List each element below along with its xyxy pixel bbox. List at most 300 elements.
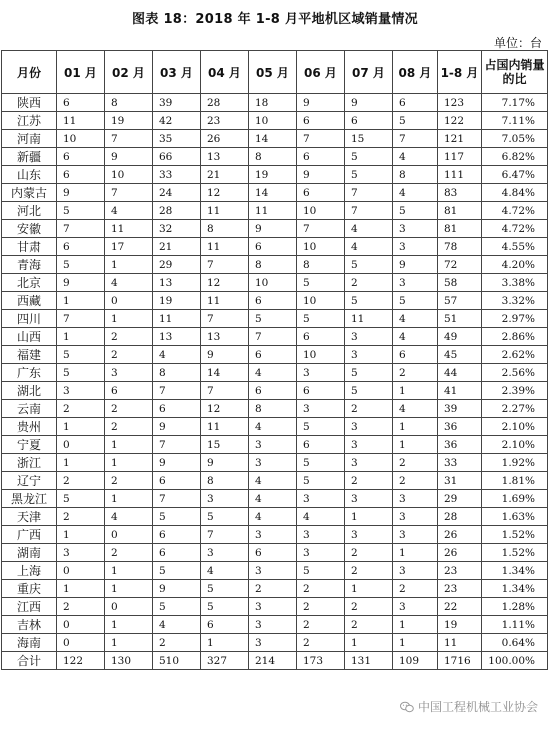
- value-cell: 33: [438, 454, 482, 472]
- value-cell: 8: [153, 364, 201, 382]
- value-cell: 3: [345, 328, 393, 346]
- value-cell: 5: [57, 346, 105, 364]
- value-cell: 3: [345, 346, 393, 364]
- value-cell: 51: [438, 310, 482, 328]
- value-cell: 35: [153, 130, 201, 148]
- table-row: [2, 238, 548, 256]
- unit-label: 单位：台: [493, 36, 542, 50]
- value-cell: 45: [438, 346, 482, 364]
- value-cell: 2: [345, 598, 393, 616]
- value-cell: 33: [153, 166, 201, 184]
- share-cell: 1.69%: [482, 490, 548, 508]
- value-cell: 11: [201, 238, 249, 256]
- header-05: 05 月: [249, 51, 297, 94]
- value-cell: 29: [438, 490, 482, 508]
- value-cell: 0: [57, 436, 105, 454]
- value-cell: 3: [345, 454, 393, 472]
- value-cell: 10: [249, 112, 297, 130]
- value-cell: 4: [297, 508, 345, 526]
- value-cell: 2: [57, 472, 105, 490]
- value-cell: 8: [249, 148, 297, 166]
- value-cell: 2: [345, 274, 393, 292]
- value-cell: 81: [438, 220, 482, 238]
- value-cell: 5: [393, 202, 438, 220]
- value-cell: 1: [105, 562, 153, 580]
- value-cell: 4: [249, 490, 297, 508]
- region-cell: 江苏: [2, 112, 57, 130]
- value-cell: 2: [345, 616, 393, 634]
- value-cell: 1: [57, 580, 105, 598]
- value-cell: 5: [57, 202, 105, 220]
- value-cell: 19: [249, 166, 297, 184]
- region-cell: 陕西: [2, 94, 57, 112]
- value-cell: 6: [57, 94, 105, 112]
- value-cell: 2: [297, 634, 345, 652]
- value-cell: 7: [105, 184, 153, 202]
- value-cell: 2: [249, 580, 297, 598]
- value-cell: 13: [201, 328, 249, 346]
- value-cell: 3: [249, 526, 297, 544]
- share-cell: 100.00%: [482, 652, 548, 670]
- region-cell: 河北: [2, 202, 57, 220]
- value-cell: 9: [57, 274, 105, 292]
- value-cell: 81: [438, 202, 482, 220]
- value-cell: 10: [297, 202, 345, 220]
- value-cell: 26: [438, 526, 482, 544]
- share-cell: 4.20%: [482, 256, 548, 274]
- value-cell: 7: [201, 256, 249, 274]
- share-cell: 4.55%: [482, 238, 548, 256]
- share-cell: 1.28%: [482, 598, 548, 616]
- share-cell: 7.17%: [482, 94, 548, 112]
- value-cell: 3: [57, 382, 105, 400]
- value-cell: 3: [393, 238, 438, 256]
- value-cell: 2: [105, 418, 153, 436]
- share-cell: 1.52%: [482, 526, 548, 544]
- value-cell: 11: [105, 220, 153, 238]
- value-cell: 72: [438, 256, 482, 274]
- value-cell: 2: [105, 346, 153, 364]
- value-cell: 11: [438, 634, 482, 652]
- value-cell: 5: [153, 562, 201, 580]
- value-cell: 1: [105, 256, 153, 274]
- value-cell: 5: [345, 292, 393, 310]
- value-cell: 7: [153, 436, 201, 454]
- table-row: [2, 202, 548, 220]
- table-row: [2, 436, 548, 454]
- value-cell: 1: [105, 490, 153, 508]
- header-08: 08 月: [393, 51, 438, 94]
- value-cell: 2: [297, 598, 345, 616]
- value-cell: 4: [393, 148, 438, 166]
- value-cell: 36: [438, 418, 482, 436]
- region-cell: 湖北: [2, 382, 57, 400]
- value-cell: 1: [57, 328, 105, 346]
- region-cell: 黑龙江: [2, 490, 57, 508]
- value-cell: 2: [393, 454, 438, 472]
- value-cell: 7: [393, 130, 438, 148]
- value-cell: 6: [297, 112, 345, 130]
- share-cell: 1.52%: [482, 544, 548, 562]
- value-cell: 5: [297, 562, 345, 580]
- value-cell: 122: [438, 112, 482, 130]
- value-cell: 3: [393, 562, 438, 580]
- value-cell: 1: [105, 436, 153, 454]
- region-cell: 云南: [2, 400, 57, 418]
- value-cell: 9: [57, 184, 105, 202]
- value-cell: 13: [153, 274, 201, 292]
- region-cell: 广西: [2, 526, 57, 544]
- value-cell: 1: [393, 382, 438, 400]
- value-cell: 4: [393, 310, 438, 328]
- value-cell: 11: [201, 292, 249, 310]
- total-row: [2, 652, 548, 670]
- value-cell: 1716: [438, 652, 482, 670]
- share-cell: 3.38%: [482, 274, 548, 292]
- table-row: [2, 418, 548, 436]
- value-cell: 9: [393, 256, 438, 274]
- value-cell: 17: [105, 238, 153, 256]
- value-cell: 4: [249, 418, 297, 436]
- value-cell: 1: [105, 634, 153, 652]
- value-cell: 510: [153, 652, 201, 670]
- value-cell: 6: [153, 400, 201, 418]
- share-cell: 2.39%: [482, 382, 548, 400]
- value-cell: 9: [345, 94, 393, 112]
- value-cell: 44: [438, 364, 482, 382]
- region-cell: 江西: [2, 598, 57, 616]
- region-cell: 北京: [2, 274, 57, 292]
- value-cell: 6: [249, 382, 297, 400]
- share-cell: 2.10%: [482, 436, 548, 454]
- value-cell: 8: [105, 94, 153, 112]
- region-cell: 四川: [2, 310, 57, 328]
- share-cell: 4.84%: [482, 184, 548, 202]
- table-row: [2, 508, 548, 526]
- value-cell: 4: [153, 616, 201, 634]
- value-cell: 130: [105, 652, 153, 670]
- value-cell: 4: [105, 508, 153, 526]
- value-cell: 1: [393, 544, 438, 562]
- header-total: 1-8 月: [438, 51, 482, 94]
- value-cell: 6: [249, 238, 297, 256]
- share-cell: 2.62%: [482, 346, 548, 364]
- value-cell: 9: [105, 148, 153, 166]
- value-cell: 13: [201, 148, 249, 166]
- value-cell: 1: [345, 508, 393, 526]
- value-cell: 7: [297, 130, 345, 148]
- value-cell: 11: [249, 202, 297, 220]
- value-cell: 1: [393, 634, 438, 652]
- value-cell: 11: [201, 418, 249, 436]
- share-cell: 7.05%: [482, 130, 548, 148]
- value-cell: 7: [345, 202, 393, 220]
- table-row: [2, 94, 548, 112]
- value-cell: 3: [249, 454, 297, 472]
- value-cell: 3: [249, 634, 297, 652]
- value-cell: 39: [153, 94, 201, 112]
- value-cell: 173: [297, 652, 345, 670]
- value-cell: 3: [57, 544, 105, 562]
- value-cell: 2: [105, 544, 153, 562]
- value-cell: 22: [438, 598, 482, 616]
- share-cell: 1.34%: [482, 580, 548, 598]
- value-cell: 1: [57, 292, 105, 310]
- value-cell: 7: [345, 184, 393, 202]
- value-cell: 6: [201, 616, 249, 634]
- value-cell: 28: [201, 94, 249, 112]
- share-cell: 1.81%: [482, 472, 548, 490]
- value-cell: 6: [297, 328, 345, 346]
- region-cell: 合计: [2, 652, 57, 670]
- value-cell: 2: [345, 544, 393, 562]
- header-06: 06 月: [297, 51, 345, 94]
- share-cell: 2.10%: [482, 418, 548, 436]
- table-row: [2, 580, 548, 598]
- value-cell: 5: [57, 256, 105, 274]
- value-cell: 3: [105, 364, 153, 382]
- header-04: 04 月: [201, 51, 249, 94]
- value-cell: 5: [297, 454, 345, 472]
- value-cell: 3: [297, 364, 345, 382]
- value-cell: 4: [249, 508, 297, 526]
- share-cell: 2.86%: [482, 328, 548, 346]
- value-cell: 3: [393, 220, 438, 238]
- share-cell: 2.27%: [482, 400, 548, 418]
- header-07: 07 月: [345, 51, 393, 94]
- value-cell: 5: [297, 472, 345, 490]
- table-row: [2, 544, 548, 562]
- table-row: [2, 454, 548, 472]
- region-cell: 西藏: [2, 292, 57, 310]
- value-cell: 3: [345, 418, 393, 436]
- table-row: [2, 634, 548, 652]
- region-cell: 甘肃: [2, 238, 57, 256]
- region-cell: 山西: [2, 328, 57, 346]
- value-cell: 2: [105, 400, 153, 418]
- table-title: 图表 18：2018 年 1-8 月平地机区域销量情况: [132, 12, 418, 27]
- value-cell: 1: [201, 634, 249, 652]
- table-row: [2, 598, 548, 616]
- value-cell: 23: [438, 580, 482, 598]
- value-cell: 2: [393, 472, 438, 490]
- value-cell: 7: [201, 526, 249, 544]
- value-cell: 6: [57, 238, 105, 256]
- value-cell: 6: [297, 382, 345, 400]
- region-cell: 山东: [2, 166, 57, 184]
- region-cell: 浙江: [2, 454, 57, 472]
- value-cell: 5: [57, 364, 105, 382]
- table-row: [2, 526, 548, 544]
- value-cell: 6: [297, 436, 345, 454]
- value-cell: 3: [201, 544, 249, 562]
- value-cell: 78: [438, 238, 482, 256]
- value-cell: 8: [393, 166, 438, 184]
- value-cell: 6: [249, 292, 297, 310]
- header-03: 03 月: [153, 51, 201, 94]
- region-cell: 福建: [2, 346, 57, 364]
- value-cell: 7: [297, 220, 345, 238]
- value-cell: 111: [438, 166, 482, 184]
- value-cell: 5: [393, 112, 438, 130]
- value-cell: 121: [438, 130, 482, 148]
- value-cell: 6: [297, 184, 345, 202]
- value-cell: 109: [393, 652, 438, 670]
- region-cell: 内蒙古: [2, 184, 57, 202]
- header-share: 占国内销量的比: [482, 51, 548, 94]
- value-cell: 8: [201, 220, 249, 238]
- value-cell: 10: [297, 292, 345, 310]
- header-row: [2, 51, 548, 94]
- value-cell: 6: [249, 346, 297, 364]
- value-cell: 1: [105, 454, 153, 472]
- value-cell: 1: [105, 310, 153, 328]
- region-cell: 广东: [2, 364, 57, 382]
- value-cell: 10: [105, 166, 153, 184]
- value-cell: 14: [249, 184, 297, 202]
- table-row: [2, 382, 548, 400]
- value-cell: 9: [201, 454, 249, 472]
- value-cell: 9: [297, 94, 345, 112]
- value-cell: 0: [105, 526, 153, 544]
- value-cell: 10: [297, 238, 345, 256]
- share-cell: 7.11%: [482, 112, 548, 130]
- table-row: [2, 346, 548, 364]
- value-cell: 2: [345, 472, 393, 490]
- value-cell: 117: [438, 148, 482, 166]
- value-cell: 42: [153, 112, 201, 130]
- share-cell: 1.92%: [482, 454, 548, 472]
- value-cell: 9: [153, 454, 201, 472]
- value-cell: 0: [57, 616, 105, 634]
- table-row: [2, 472, 548, 490]
- table-row: [2, 112, 548, 130]
- region-cell: 湖南: [2, 544, 57, 562]
- value-cell: 3: [249, 436, 297, 454]
- value-cell: 5: [201, 580, 249, 598]
- value-cell: 3: [393, 526, 438, 544]
- header-month: 月份: [2, 51, 57, 94]
- value-cell: 26: [438, 544, 482, 562]
- value-cell: 3: [249, 598, 297, 616]
- value-cell: 5: [345, 148, 393, 166]
- value-cell: 9: [153, 418, 201, 436]
- value-cell: 36: [438, 436, 482, 454]
- value-cell: 2: [57, 400, 105, 418]
- value-cell: 39: [438, 400, 482, 418]
- region-cell: 新疆: [2, 148, 57, 166]
- value-cell: 0: [57, 562, 105, 580]
- value-cell: 3: [297, 544, 345, 562]
- value-cell: 3: [393, 490, 438, 508]
- value-cell: 2: [297, 580, 345, 598]
- region-cell: 辽宁: [2, 472, 57, 490]
- value-cell: 3: [297, 400, 345, 418]
- value-cell: 6: [393, 346, 438, 364]
- value-cell: 7: [57, 310, 105, 328]
- value-cell: 7: [105, 130, 153, 148]
- share-cell: 0.64%: [482, 634, 548, 652]
- value-cell: 23: [201, 112, 249, 130]
- value-cell: 7: [153, 490, 201, 508]
- value-cell: 2: [57, 598, 105, 616]
- region-cell: 安徽: [2, 220, 57, 238]
- value-cell: 5: [201, 508, 249, 526]
- value-cell: 10: [249, 274, 297, 292]
- value-cell: 6: [57, 166, 105, 184]
- value-cell: 6: [297, 148, 345, 166]
- value-cell: 4: [153, 346, 201, 364]
- table-row: [2, 310, 548, 328]
- value-cell: 9: [201, 346, 249, 364]
- value-cell: 0: [105, 598, 153, 616]
- value-cell: 6: [153, 526, 201, 544]
- value-cell: 8: [201, 472, 249, 490]
- value-cell: 9: [249, 220, 297, 238]
- value-cell: 19: [438, 616, 482, 634]
- value-cell: 3: [249, 616, 297, 634]
- share-cell: 4.72%: [482, 220, 548, 238]
- region-cell: 吉林: [2, 616, 57, 634]
- value-cell: 1: [393, 616, 438, 634]
- value-cell: 21: [153, 238, 201, 256]
- table-row: [2, 184, 548, 202]
- table-row: [2, 562, 548, 580]
- table-row: [2, 256, 548, 274]
- table-row: [2, 490, 548, 508]
- watermark-text: 中国工程机械工业协会: [417, 700, 538, 714]
- value-cell: 9: [153, 580, 201, 598]
- value-cell: 122: [57, 652, 105, 670]
- share-cell: 6.47%: [482, 166, 548, 184]
- value-cell: 29: [153, 256, 201, 274]
- value-cell: 1: [105, 616, 153, 634]
- value-cell: 1: [57, 526, 105, 544]
- table-row: [2, 364, 548, 382]
- table-row: [2, 166, 548, 184]
- header-02: 02 月: [105, 51, 153, 94]
- value-cell: 3: [345, 490, 393, 508]
- value-cell: 5: [249, 310, 297, 328]
- value-cell: 2: [393, 580, 438, 598]
- value-cell: 6: [57, 148, 105, 166]
- value-cell: 3: [201, 490, 249, 508]
- value-cell: 5: [57, 490, 105, 508]
- table-row: [2, 148, 548, 166]
- value-cell: 5: [297, 418, 345, 436]
- value-cell: 58: [438, 274, 482, 292]
- value-cell: 5: [297, 310, 345, 328]
- value-cell: 4: [345, 220, 393, 238]
- table-row: [2, 616, 548, 634]
- value-cell: 5: [153, 598, 201, 616]
- value-cell: 4: [345, 238, 393, 256]
- value-cell: 1: [393, 436, 438, 454]
- value-cell: 23: [438, 562, 482, 580]
- value-cell: 83: [438, 184, 482, 202]
- value-cell: 11: [57, 112, 105, 130]
- value-cell: 2: [345, 562, 393, 580]
- region-cell: 上海: [2, 562, 57, 580]
- value-cell: 32: [153, 220, 201, 238]
- value-cell: 4: [249, 472, 297, 490]
- table-row: [2, 328, 548, 346]
- table-row: [2, 130, 548, 148]
- region-cell: 海南: [2, 634, 57, 652]
- value-cell: 6: [249, 544, 297, 562]
- value-cell: 9: [297, 166, 345, 184]
- value-cell: 4: [393, 184, 438, 202]
